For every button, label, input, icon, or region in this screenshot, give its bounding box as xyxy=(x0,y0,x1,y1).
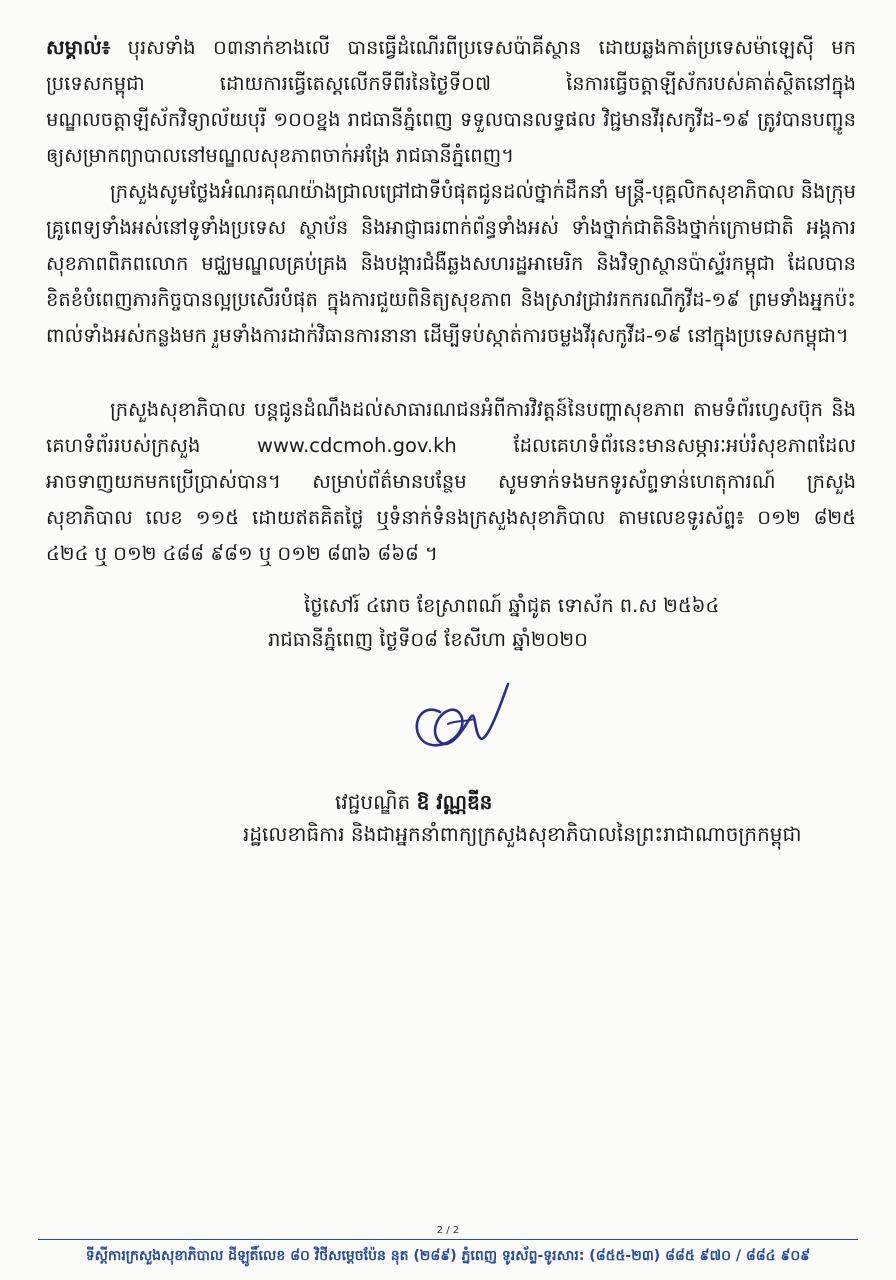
signer-title xyxy=(335,786,492,818)
note-text: បុរសទាំង ០៣នាក់ខាងលើ បានធ្វើដំណើរពីប្រទេសប៉ាគីស្ថាន ដោយឆ្លងកាត់ប្រទេសម៉ាឡេស៊ី មកប្រទេសកម្ពុជា ដោយការធ្វើតេស្តលើកទីពីរនៃថ្ងៃទី០៧ នៃការធ្វើចត្តាឡីស័ករបស់គាត់ស្ថិតនៅក្នុងមណ្ឌលចត្តាឡីស័កវិទ្យាល័យបុរី ១០០ខ្នង រាជធានីភ្នំពេញ ទទួលបានលទ្ធផល វិជ្ជមានវីរុសកូវីដ-១៩ ត្រូវបានបញ្ជូនឲ្យសម្រាកព្យាបាលនៅមណ្ឌលសុខភាពចាក់អង្រែ រាជធានីភ្នំពេញ។ xyxy=(46,36,856,167)
note-paragraph xyxy=(46,30,856,174)
footer-divider xyxy=(38,1239,858,1240)
signature-icon xyxy=(400,672,530,762)
lunar-date: ថ្ងៃសៅរ៍ ៤រោច ខែស្រាពណ៍ ឆ្នាំជូត ទោស័ក ព.ស ២៥៦៤ xyxy=(304,594,720,617)
note-label: សម្គាល់៖ xyxy=(46,36,111,59)
signer-prefix: វេជ្ជបណ្ឌិត xyxy=(335,790,417,814)
solar-date: រាជធានីភ្នំពេញ ថ្ងៃទី០៨ ខែសីហា ឆ្នាំ២០២០ xyxy=(268,628,588,651)
acknowledgement-paragraph: ក្រសួងសូមថ្លែងអំណរគុណយ៉ាងជ្រាលជ្រៅជាទីបំផុតជូនដល់ថ្នាក់ដឹកនាំ មន្ត្រី-បុគ្គលិកសុខាភិបាល និងក្រុមគ្រូពេទ្យទាំងអស់នៅទូទាំងប្រទេស ស្ថាប័ន និងអាជ្ញាធរពាក់ព័ន្ធទាំងអស់ ទាំងថ្នាក់ជាតិនិងថ្នាក់ក្រោមជាតិ អង្គការសុខភាពពិភពលោក មជ្ឈមណ្ឌលគ្រប់គ្រង និងបង្ការជំងឺឆ្លងសហរដ្ឋអាមេរិក និងវិទ្យាស្ថានប៉ាស្ទ័រកម្ពុជា ដែលបានខិតខំបំពេញភារកិច្ចបានល្អប្រសើរបំផុត ក្នុងការជួយពិនិត្យសុខភាព និងស្រាវជ្រាវរកករណីកូវីដ-១៩ ព្រមទាំងអ្នកប៉ះពាល់ទាំងអស់កន្លងមក រួមទាំងការដាក់វិធានការនានា ដើម្បីទប់ស្កាត់ការចម្លងវីរុសកូវីដ-១៩ នៅក្នុងប្រទេសកម្ពុជា។ xyxy=(46,180,856,347)
signer-role: រដ្ឋលេខាធិការ និងជាអ្នកនាំពាក្យក្រសួងសុខាភិបាលនៃព្រះរាជាណាចក្រកម្ពុជា xyxy=(243,822,802,846)
footer-address: ទីស្តីការក្រសួងសុខាភិបាល ដីឡូតិ៍លេខ ៨០ វិថីសម្តេចប៉ែន នុត (២៨៩) ភ្នំពេញ ទូរស័ព្ទ-ទូរសារ: (៨៥៥-២៣) ៨៨៥ ៩៧០ / ៨៨៤ ៩០៩ xyxy=(85,1248,811,1264)
signer-name: ឱ វណ្ណឌីន xyxy=(416,790,493,814)
page-number: 2 / 2 xyxy=(436,1225,460,1236)
contact-paragraph: ក្រសួងសុខាភិបាល បន្តជូនដំណឹងដល់សាធារណជនអំពីការវិវត្តន៍នៃបញ្ហាសុខភាព តាមទំព័រហ្វេសប៊ុក និងគេហទំព័ររបស់ក្រសួង www.cdcmoh.gov.kh ដែលគេហទំព័រនេះមានសម្ភារៈអប់រំសុខភាពដែលអាចទាញយកមកប្រើប្រាស់បាន។ សម្រាប់ព័ត៌មានបន្ថែម សូមទាក់ទងមកទូរស័ព្ទទាន់ហេតុការណ៍ ក្រសួងសុខាភិបាល លេខ ១១៥ ដោយឥតគិតថ្លៃ ឬទំនាក់ទំនងក្រសួងសុខាភិបាល តាមលេខទូរស័ព្ទ៖ ០១២ ៨២៥ ៤២៤ ឬ ០១២ ៤៨៨ ៩៨១ ឬ ០១២ ៨៣៦ ៨៦៨ ។ xyxy=(46,398,856,565)
